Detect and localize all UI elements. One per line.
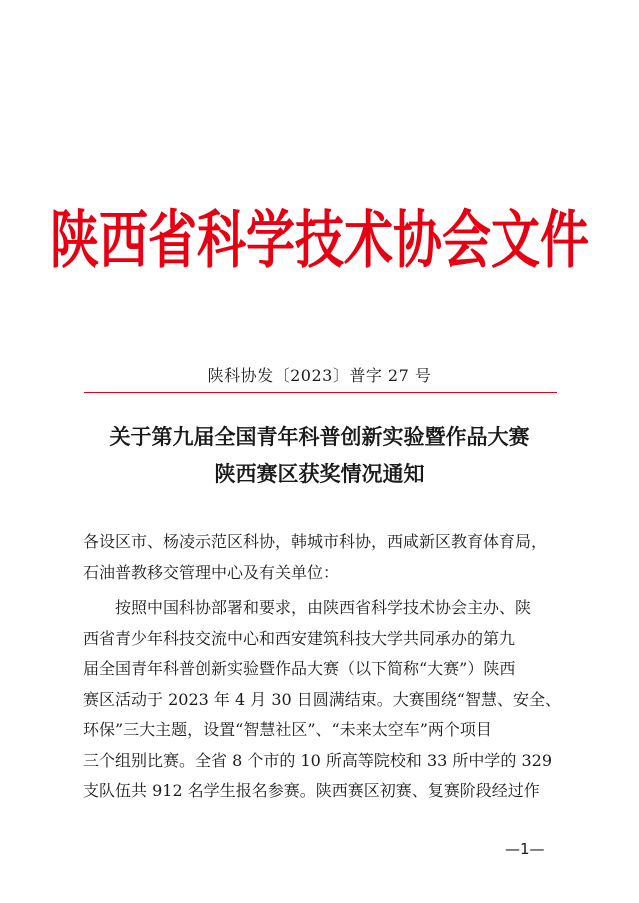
recipients-line-1: 各设区市、杨凌示范区科协，韩城市科协，西咸新区教育体育局， <box>83 532 548 551</box>
body-line-4: 赛区活动于 2023 年 4 月 30 日圆满结束。大赛围绕“智慧、安全、 <box>83 689 561 709</box>
document-title <box>0 418 639 492</box>
body-paragraph <box>83 593 563 807</box>
document-title-line-1: 关于第九届全国青年科普创新实验暨作品大赛 <box>109 424 530 449</box>
recipients-line-2: 石油普教移交管理中心及有关单位： <box>83 563 340 582</box>
page-number: —1— <box>505 840 545 858</box>
body-line-7: 支队伍共 912 名学生报名参赛。陕西赛区初赛、复赛阶段经过作 <box>83 781 540 800</box>
body-line-3: 届全国青年科普创新实验暨作品大赛（以下简称“大赛”）陕西 <box>83 659 516 678</box>
red-divider-line <box>84 392 557 393</box>
body-line-2: 西省青少年科技交流中心和西安建筑科技大学共同承办的第九 <box>83 628 516 648</box>
document-number: 陕科协发〔2023〕普字 27 号 <box>207 366 432 385</box>
document-title-line-2: 陕西赛区获奖情况通知 <box>214 461 425 486</box>
document-masthead: 陕西省科学技术协会文件 <box>49 203 589 277</box>
body-line-6: 三个组别比赛。全省 8 个市的 10 所高等院校和 33 所中学的 329 <box>83 750 553 770</box>
body-line-5: 环保”三大主题，设置“智慧社区”、“未来太空车”两个项目 <box>83 720 492 739</box>
body-line-1: 按照中国科协部署和要求，由陕西省科学技术协会主办、陕 <box>115 598 532 617</box>
recipients-block <box>83 526 563 588</box>
